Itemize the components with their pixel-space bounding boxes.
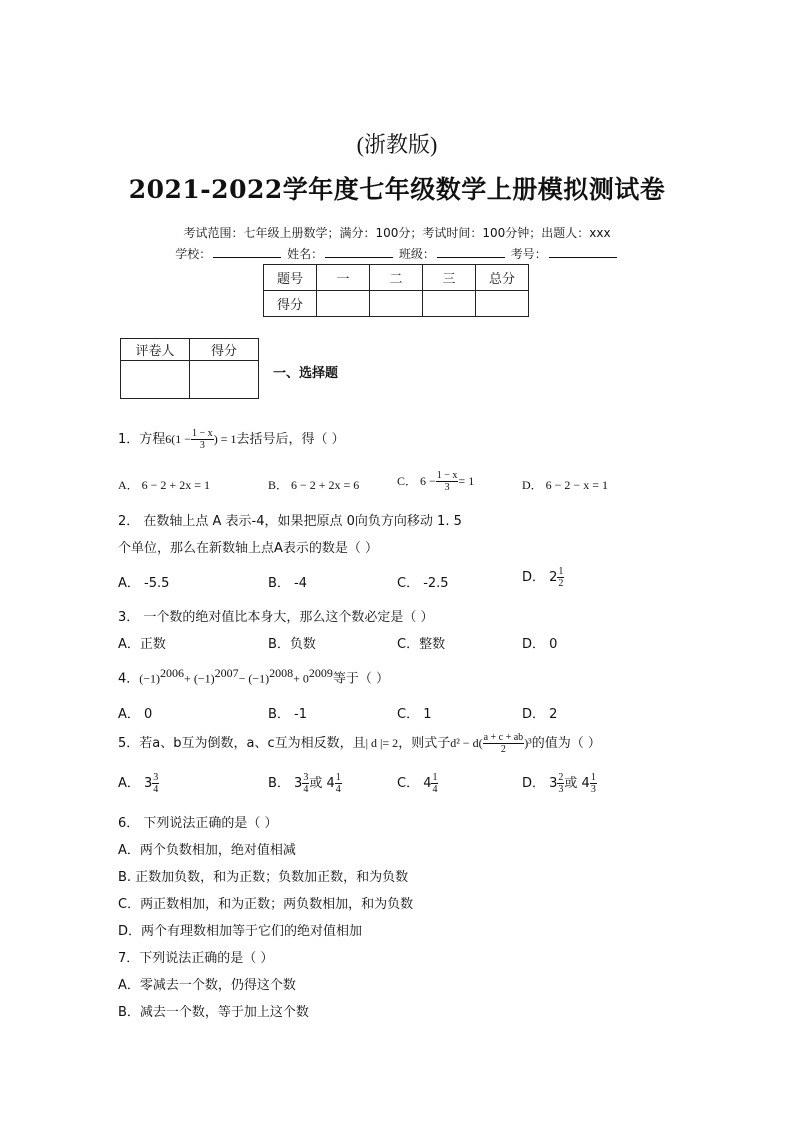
q2-options xyxy=(118,566,718,592)
q2-d-den: 2 xyxy=(558,578,564,589)
name-label: 姓名： xyxy=(287,247,324,261)
q5-num: a + c + ab xyxy=(483,732,524,743)
q5-option-d[interactable] xyxy=(522,772,597,795)
number-blank[interactable] xyxy=(549,245,617,258)
q5-d-num: 2 xyxy=(558,772,564,783)
table-row xyxy=(264,291,529,317)
q4-options xyxy=(118,703,718,723)
q5-b-num: 3 xyxy=(303,772,309,783)
q6-option-b[interactable]: B. 正数加负数，和为正数；负数加正数，和为负数 xyxy=(118,870,409,885)
school-blank[interactable] xyxy=(213,245,281,258)
table-header-cell: 题号 xyxy=(264,265,317,291)
q4-option-b[interactable]: B． -1 xyxy=(268,707,308,722)
q1-fraction xyxy=(191,428,214,451)
q5-options xyxy=(118,772,718,798)
q5-c-den: 4 xyxy=(432,784,438,795)
score-cell[interactable] xyxy=(476,291,529,317)
grader-table xyxy=(120,338,259,399)
q2-d-pre: D． 2 xyxy=(522,570,558,585)
q5-a-pre: A． 3 xyxy=(118,776,153,791)
q7-option-a[interactable]: A．零减去一个数，仍得这个数 xyxy=(118,978,296,993)
q1-c-fraction xyxy=(436,470,459,493)
table-header-cell: 一 xyxy=(317,265,370,291)
q5-option-c[interactable] xyxy=(397,772,438,795)
subtitle: (浙教版) xyxy=(356,132,438,157)
q5-a-fraction xyxy=(152,772,159,795)
q1-option-a[interactable]: A． 6 − 2 + 2x = 1 xyxy=(118,478,210,492)
q5-c-pre: C． 4 xyxy=(397,776,432,791)
grader-score-cell[interactable] xyxy=(190,361,259,399)
q1-options xyxy=(118,470,718,496)
q4-option-c[interactable]: C． 1 xyxy=(397,707,432,722)
q5-fraction xyxy=(483,732,525,755)
q5-d-or: 或 4 xyxy=(564,776,590,791)
q3-option-c[interactable]: C．整数 xyxy=(397,637,446,652)
q4-term4: + 0 xyxy=(293,671,309,686)
q5-b-fraction-2 xyxy=(335,772,342,795)
score-cell[interactable] xyxy=(317,291,370,317)
table-row xyxy=(121,361,259,399)
table-row-label: 得分 xyxy=(264,291,317,317)
student-info xyxy=(0,245,794,262)
q3-option-b[interactable]: B．负数 xyxy=(268,637,316,652)
q5-b-den: 4 xyxy=(303,784,309,795)
q5-a-den: 4 xyxy=(153,784,159,795)
q4-option-a[interactable]: A． 0 xyxy=(118,707,153,722)
q5-prefix: 5．若a、b互为倒数，a、c互为相反数，且 xyxy=(118,736,366,751)
score-cell[interactable] xyxy=(370,291,423,317)
school-label: 学校： xyxy=(175,247,212,261)
q5-c-fraction xyxy=(431,772,438,795)
q5-a-num: 3 xyxy=(153,772,159,783)
q1-option-d[interactable]: D． 6 − 2 − x = 1 xyxy=(522,478,608,492)
question-5 xyxy=(118,732,601,755)
q1-expr-a: 6(1 − xyxy=(165,432,192,446)
q3-option-d[interactable]: D． 0 xyxy=(522,637,558,652)
q1-suffix: 去括号后，得（ ） xyxy=(236,432,345,447)
q1-c-den: 3 xyxy=(444,482,450,493)
table-row xyxy=(264,265,529,291)
q4-option-d[interactable]: D． 2 xyxy=(522,707,558,722)
q4-term1: (−1) xyxy=(139,671,161,686)
q4-exp1: 2006 xyxy=(160,666,185,680)
q2-d-fraction xyxy=(557,566,564,589)
q5-b-den2: 4 xyxy=(335,784,341,795)
q2-line1: 2． 在数轴上点 A 表示-4，如果把原点 0向负方向移动 1. 5 xyxy=(118,514,462,529)
q6-text: 6． 下列说法正确的是（ ） xyxy=(118,816,278,831)
q4-prefix: 4． xyxy=(118,671,140,687)
q3-text: 3． 一个数的绝对值比本身大，那么这个数必定是（ ） xyxy=(118,610,434,625)
q5-expr: d² − d( xyxy=(450,736,483,750)
table-header-cell: 总分 xyxy=(476,265,529,291)
q5-mid: ，则式子 xyxy=(398,736,451,751)
score-cell[interactable] xyxy=(423,291,476,317)
q5-d-pre: D． 3 xyxy=(522,776,558,791)
q5-abs: | d |= 2 xyxy=(365,736,399,750)
q5-expr-end: )³ xyxy=(524,736,532,750)
grader-cell[interactable] xyxy=(121,361,190,399)
q3-options xyxy=(118,633,718,653)
q5-d-den: 3 xyxy=(558,784,564,795)
q5-option-b[interactable] xyxy=(268,772,342,795)
q2-d-num: 1 xyxy=(558,566,564,577)
question-1 xyxy=(118,428,345,451)
q6-option-c[interactable]: C．两正数相加，和为正数；两负数相加，和为负数 xyxy=(118,897,414,912)
table-header-cell: 二 xyxy=(370,265,423,291)
score-table xyxy=(263,264,529,317)
q1-den: 3 xyxy=(199,440,205,451)
table-header-cell: 三 xyxy=(423,265,476,291)
q5-d-fraction-2 xyxy=(590,772,597,795)
q4-term2: + (−1) xyxy=(184,671,215,686)
q1-num: 1 − x xyxy=(192,428,213,439)
q6-option-d[interactable]: D．两个有理数相加等于它们的绝对值相加 xyxy=(118,924,363,939)
table-row xyxy=(121,339,259,361)
q1-c-post: = 1 xyxy=(458,474,475,488)
q2-option-c[interactable]: C． -2.5 xyxy=(397,576,449,591)
page-title: 2021-2022学年度七年级数学上册模拟测试卷 xyxy=(128,175,666,204)
class-blank[interactable] xyxy=(437,245,505,258)
number-label: 考号： xyxy=(510,247,547,261)
q2-option-a[interactable]: A． -5.5 xyxy=(118,576,170,591)
q4-term3: − (−1) xyxy=(238,671,270,686)
q4-exp3: 2008 xyxy=(269,666,294,680)
q2-option-d[interactable] xyxy=(522,566,564,589)
grader-label: 评卷人 xyxy=(121,339,190,361)
q1-expr-b: ) = 1 xyxy=(213,432,237,446)
q7-text: 7．下列说法正确的是（ ） xyxy=(118,951,274,966)
q5-den: 2 xyxy=(500,744,506,755)
q1-c-num: 1 − x xyxy=(436,470,458,481)
q1-prefix: 1．方程 xyxy=(118,432,166,447)
q3-option-a[interactable]: A．正数 xyxy=(118,637,166,652)
q2-line2: 个单位，那么在新数轴上点A表示的数是（ ） xyxy=(118,541,379,556)
q5-d-num2: 1 xyxy=(590,772,596,783)
q5-b-num2: 1 xyxy=(335,772,341,783)
q4-exp2: 2007 xyxy=(214,666,239,680)
name-blank[interactable] xyxy=(325,245,393,258)
q2-option-b[interactable]: B． -4 xyxy=(268,576,308,591)
exam-info: 考试范围：七年级上册数学；满分：100分；考试时间：100分钟；出题人：xxx xyxy=(183,226,611,240)
q5-d-den2: 3 xyxy=(590,784,596,795)
q1-option-b[interactable]: B． 6 − 2 + 2x = 6 xyxy=(268,478,360,492)
q1-option-c[interactable] xyxy=(397,470,474,493)
q5-c-num: 1 xyxy=(432,772,438,783)
q6-option-a[interactable]: A．两个负数相加，绝对值相减 xyxy=(118,843,296,858)
class-label: 班级： xyxy=(398,247,435,261)
section-title: 一、选择题 xyxy=(273,366,339,381)
q1-c-pre: C． 6 − xyxy=(397,474,436,488)
q5-b-or: 或 4 xyxy=(309,776,335,791)
q5-option-a[interactable] xyxy=(118,772,159,795)
q5-b-pre: B． 3 xyxy=(268,776,303,791)
q4-exp4: 2009 xyxy=(308,666,333,680)
q5-suffix: 的值为（ ） xyxy=(531,736,601,751)
question-4 xyxy=(118,666,389,686)
grader-score-label: 得分 xyxy=(190,339,259,361)
q7-option-b[interactable]: B．减去一个数，等于加上这个数 xyxy=(118,1005,309,1020)
q4-suffix: 等于（ ） xyxy=(332,671,390,687)
